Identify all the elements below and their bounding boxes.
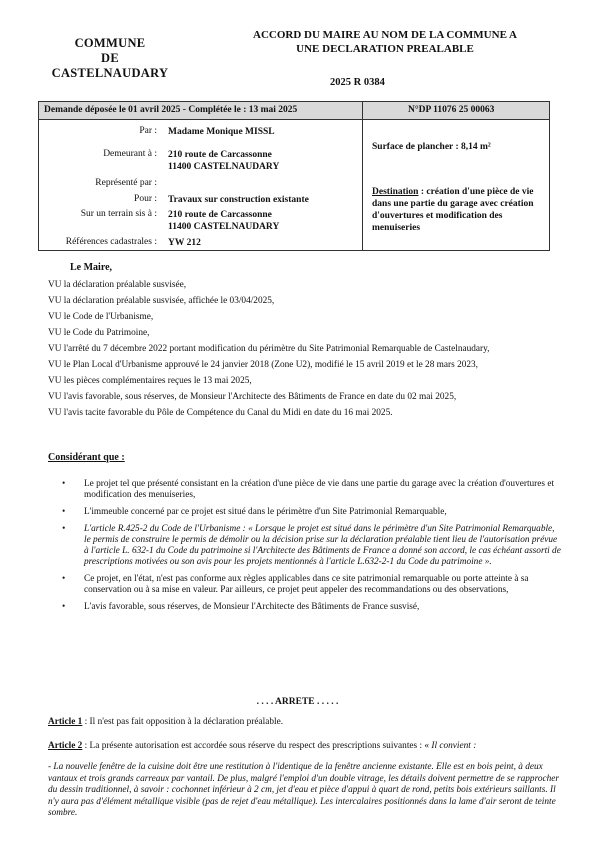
le-maire: Le Maire, (70, 262, 113, 273)
article-1-label: Article 1 (48, 717, 83, 727)
label-terrain: Sur un terrain sis à : (80, 209, 157, 219)
considerant-heading: Considérant que : (48, 452, 125, 463)
document-title (215, 28, 555, 56)
title-line: ACCORD DU MAIRE AU NOM DE LA COMMUNE A (253, 29, 517, 41)
title-line: UNE DECLARATION PREALABLE (296, 43, 474, 55)
vu-item: VU les pièces complémentaires reçues le 13 mai 2025, (48, 376, 252, 386)
label-pour: Pour : (134, 194, 157, 204)
article-1 (48, 717, 283, 727)
destination-text: : création d'une pièce de vie dans une partie du garage avec création d'ouvertures et modification des menuiseries (372, 187, 534, 233)
considerant-item: • L'article R.425-2 du Code de l'Urbanisme : « Lorsque le projet est situé dans le périmètre d'un Site Patrimonial Remarquable, le permis de construire le permis de démolir ou la décision prise sur la déclaration préalable tient lieu de l'autorisation prévue à l'article L. 632-1 du Code du patrimoine si l'Architecte des Bâtiments de France a donné son accord, le cas échéant assorti de prescriptions motivées ou son avis pour les projets mentionnés à l'article L.632-2-1 du Code du patrimoine ». (62, 524, 562, 568)
destination-label: Destination (372, 187, 419, 197)
reference-number: 2025 R 0384 (330, 77, 385, 88)
article-2 (48, 741, 563, 751)
label-par: Par : (139, 126, 157, 136)
considerant-item: • Le projet tel que présenté consistant en la création d'une pièce de vie dans une partie du garage avec la création d'ouvertures et modification des menuiseries, (62, 479, 562, 501)
considerant-item: • Ce projet, en l'état, n'est pas conforme aux règles applicables dans ce site patrimonial remarquable ou porte atteinte à sa conservation ou à sa mise en valeur. Par ailleurs, ce projet peut appeler des recommandations ou des observations, (62, 574, 562, 596)
considerant-item: • L'avis favorable, sous réserves, de Monsieur l'Architecte des Bâtiments de France susvisé, (62, 602, 562, 613)
label-demeurant: Demeurant à : (103, 149, 157, 159)
vu-item: VU l'arrêté du 7 décembre 2022 portant modification du périmètre du Site Patrimonial Remarquable de Castelnaudary, (48, 344, 490, 354)
commune-line: CASTELNAUDARY (51, 66, 169, 80)
vu-item: VU la déclaration préalable susvisée, affichée le 03/04/2025, (48, 296, 275, 306)
value-pour: Travaux sur construction existante (168, 195, 309, 205)
destination (372, 186, 542, 234)
article-1-text: : Il n'est pas fait opposition à la déclaration préalable. (82, 717, 284, 727)
prescription-text: - La nouvelle fenêtre de la cuisine doit être une restitution à l'identique de la fenêtre ancienne existante. Elle est en bois peint, à deux vantaux et trois grands carreaux par vantail. De plus, malgré l'emploi d'un double vitrage, les détails doivent permettre de se rapprocher du dessin traditionnel, à savoir : cochonnet inférieur à 2 cm, jet d'eau et pièce d'appui à quart de rond, petits bois extérieurs saillants. Il n'y aura pas d'élément métallique visible (pas de rejet d'eau métallique). Les intercalaires positionnés dans la lame d'air seront de teinte sombre. (48, 762, 560, 818)
vu-item: VU la déclaration préalable susvisée, (48, 280, 187, 290)
box-divider (362, 101, 363, 251)
considerant-list (62, 479, 562, 619)
article-2-label: Article 2 (48, 741, 83, 751)
value-cadastre: YW 212 (168, 238, 201, 248)
vu-item: VU le Code du Patrimoine, (48, 328, 150, 338)
label-cadastre: Références cadastrales : (65, 237, 157, 247)
article-2-lead: Il convient : (431, 741, 477, 751)
article-2-text: : La présente autorisation est accordée sous réserve du respect des prescriptions suivantes : « (82, 741, 432, 751)
value-terrain: 210 route de Carcassonne 11400 CASTELNAUDARY (168, 210, 280, 232)
demande-date: Demande déposée le 01 avril 2025 - Complétée le : 13 mai 2025 (44, 105, 298, 115)
surface-plancher: Surface de plancher : 8,14 m² (372, 142, 491, 152)
vu-item: VU le Plan Local d'Urbanisme approuvé le 24 janvier 2018 (Zone U2), modifié le 15 avril 2019 et le 28 mars 2023, (48, 360, 478, 370)
value-demeurant: 210 route de Carcassonne 11400 CASTELNAUDARY (168, 150, 280, 172)
vu-list (48, 280, 560, 424)
commune-line: COMMUNE (74, 36, 146, 50)
vu-item: VU l'avis tacite favorable du Pôle de Compétence du Canal du Midi en date du 16 mai 2025. (48, 408, 393, 418)
considerant-item: • L'immeuble concerné par ce projet est situé dans le périmètre d'un Site Patrimonial Remarquable, (62, 507, 562, 518)
commune-header (40, 36, 180, 81)
vu-item: VU l'avis favorable, sous réserves, de Monsieur l'Architecte des Bâtiments de France en date du 02 mai 2025, (48, 392, 457, 402)
dossier-number: N°DP 11076 25 00063 (408, 105, 495, 115)
label-represente: Représenté par : (95, 178, 157, 188)
value-par: Madame Monique MISSL (168, 127, 275, 137)
commune-line: DE (101, 51, 119, 65)
arrete-heading: . . . . ARRETE . . . . . (256, 697, 339, 707)
vu-item: VU le Code de l'Urbanisme, (48, 312, 154, 322)
